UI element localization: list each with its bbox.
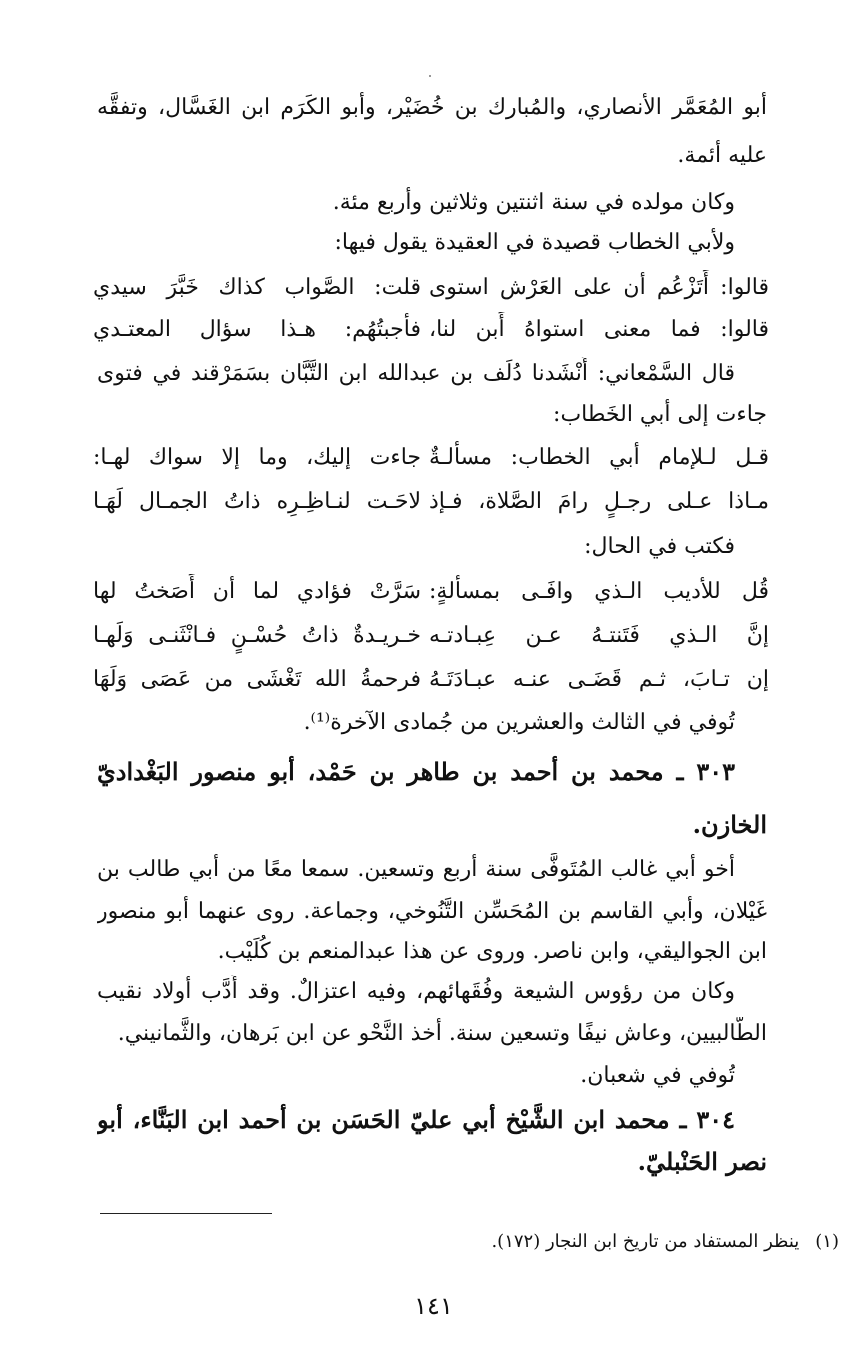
hemistich-first: قالوا: أَتَزْعُم أن على العَرْش استوى bbox=[429, 275, 769, 300]
paragraph-9: تُوفي في شعبان. bbox=[580, 1063, 735, 1088]
paragraph-3: ولأبي الخطاب قصيدة في العقيدة يقول فيها: bbox=[334, 230, 735, 255]
paragraph-2: وكان مولده في سنة اثنتين وثلاثين وأربع مئة. bbox=[332, 190, 735, 215]
poem-2-verse-2 bbox=[93, 484, 769, 520]
paragraph-6: تُوفي في الثالث والعشرين من جُمادى الآخرة⁽¹⁾. bbox=[303, 710, 735, 735]
hemistich-second: فرحمةُ الله تَغْشَى من عَصَى وَلَهَا bbox=[93, 667, 421, 692]
paragraph-7-line-2: غَيْلان، وأبي القاسم بن المُحَسِّن التَّنُوخي، وجماعة. روى عنهما أبو منصور bbox=[97, 899, 767, 924]
hemistich-first: قالوا: فما معنى استواهُ أَبن لنا، bbox=[429, 317, 769, 342]
hemistich-second: سَرَّتْ فؤادي لما أن أَصَختُ لها bbox=[93, 579, 421, 604]
paragraph-8-line-1: وكان من رؤوس الشيعة وفُقَهائهم، وفيه اعتزالٌ. وقد أَدَّب أولاد نقيب bbox=[97, 979, 735, 1004]
paragraph-7-line-3: ابن الجواليقي، وابن ناصر. وروى عن هذا عبدالمنعم بن كُلَيْب. bbox=[217, 939, 767, 964]
hemistich-first: مـاذا عـلى رجـلٍ رامَ الصَّلاة، فـإذ bbox=[429, 489, 769, 514]
hemistich-second: فأجبتُهُم: هـذا سؤال المعتـدي bbox=[93, 317, 421, 342]
hemistich-first: إن تـابَ، ثـم قَضَـى عنـه عبـادَتَـهُ bbox=[429, 667, 769, 692]
hemistich-second: خـريـدةٌ ذاتُ حُسْـنٍ فـانْثَنـى وَلَهـا bbox=[93, 623, 421, 648]
hemistich-second: لاحَـت لنـاظِـرِه ذاتُ الجمـال لَهَـا bbox=[93, 489, 421, 514]
paragraph-4-line-1: قال السَّمْعاني: أَنْشَدنا دُلَف بن عبدالله ابن التَّبَّان بسَمَرْقند في فتوى bbox=[97, 361, 735, 386]
poem-1-verse-2 bbox=[93, 312, 769, 348]
entry-304-heading-line-2: نصر الحَنْبليّ. bbox=[637, 1147, 767, 1176]
poem-3-verse-2 bbox=[93, 618, 769, 654]
hemistich-first: إنَّ الـذي فَتَنتـهُ عـن عِبـادتـه bbox=[429, 623, 769, 648]
page-speck bbox=[429, 75, 431, 77]
hemistich-second: قلت: الصَّواب كذاك خَبَّرَ سيدي bbox=[93, 275, 421, 300]
hemistich-first: قـل لـلإمام أبي الخطاب: مسألـةٌ bbox=[429, 445, 769, 470]
entry-304-heading: ٣٠٤ ـ محمد ابن الشَّيْخ أبي عليّ الحَسَن بن أحمد ابن البَنَّاء، أبو bbox=[97, 1105, 735, 1134]
hemistich-second: جاءت إليك، وما إلا سواك لهـا: bbox=[93, 445, 421, 470]
poem-3-verse-1 bbox=[93, 574, 769, 610]
paragraph-1-line-1: أبو المُعَمَّر الأنصاري، والمُبارك بن خُضَيْر، وأبو الكَرَم ابن الغَسَّال، وتفقَّه bbox=[97, 95, 767, 120]
poem-1-verse-1 bbox=[93, 270, 769, 306]
footnote-text: ينظر المستفاد من تاريخ ابن النجار (١٧٢). bbox=[491, 1231, 800, 1252]
hemistich-first: قُل للأديب الـذي وافَـى بمسألةٍ: bbox=[429, 579, 769, 604]
poem-3-verse-3 bbox=[93, 662, 769, 698]
poem-2-verse-1 bbox=[93, 440, 769, 476]
page-number: ١٤١ bbox=[414, 1292, 453, 1320]
footnote-marker: (١) bbox=[815, 1231, 839, 1252]
paragraph-7-line-1: أخو أبي غالب المُتَوفَّى سنة أربع وتسعين. سمعا معًا من أبي طالب بن bbox=[97, 857, 735, 882]
entry-303-heading: ٣٠٣ ـ محمد بن أحمد بن طاهر بن حَمْد، أبو منصور البَغْداديّ bbox=[97, 757, 735, 786]
paragraph-1-line-2: عليه أئمة. bbox=[677, 143, 767, 168]
entry-303-heading-line-2: الخازن. bbox=[692, 810, 767, 839]
paragraph-8-line-2: الطَّالبيين، وعاش نيفًا وتسعين سنة. أخذ النَّحْو عن ابن بَرهان، والثَّمانيني. bbox=[117, 1021, 767, 1046]
footnote bbox=[491, 1228, 839, 1256]
footnote-separator bbox=[100, 1213, 272, 1214]
paragraph-5: فكتب في الحال: bbox=[584, 534, 735, 559]
paragraph-4-line-2: جاءت إلى أبي الخَطاب: bbox=[553, 402, 767, 427]
